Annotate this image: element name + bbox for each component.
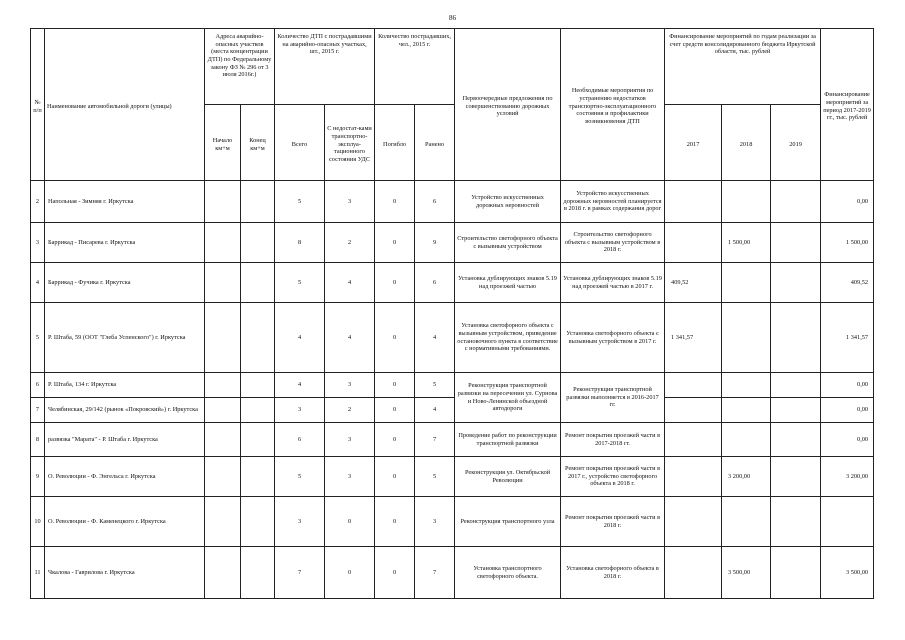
cell-2018 (722, 373, 771, 398)
cell-injured: 4 (415, 303, 455, 373)
cell-2017 (665, 497, 722, 547)
cell-start (205, 423, 241, 457)
cell-road: О. Революции - Ф. Каменецкого г. Иркутска (45, 497, 205, 547)
table-row (31, 547, 874, 599)
cell-priority: Реконструкция транспортного узла (455, 497, 561, 547)
cell-flaws: 2 (325, 223, 375, 263)
cell-injured: 3 (415, 497, 455, 547)
cell-end (241, 223, 275, 263)
road-safety-table (30, 28, 874, 599)
header-victims: Количество пострадавших, чел., 2015 г. (375, 29, 455, 105)
cell-flaws: 3 (325, 373, 375, 398)
cell-road: развязка "Марата" - Р. Штаба г. Иркутска (45, 423, 205, 457)
header-road: Наименование автомобильной дороги (улицы) (45, 29, 205, 181)
table-row (31, 223, 874, 263)
cell-fin-total: 0,00 (821, 373, 874, 398)
cell-killed: 0 (375, 223, 415, 263)
header-address: Адреса аварийно-опасных участков (места концентрации ДТП) по Федеральному закону ФЗ № 296 от 3 июля 2016г.) (205, 29, 275, 105)
cell-2019 (771, 223, 821, 263)
cell-end (241, 497, 275, 547)
cell-2019 (771, 181, 821, 223)
cell-total: 3 (275, 497, 325, 547)
header-num: № п/п (31, 29, 45, 181)
cell-total: 5 (275, 263, 325, 303)
cell-num: 8 (31, 423, 45, 457)
cell-total: 8 (275, 223, 325, 263)
cell-2019 (771, 457, 821, 497)
cell-injured: 6 (415, 181, 455, 223)
cell-injured: 4 (415, 398, 455, 423)
cell-end (241, 423, 275, 457)
header-measures: Необходимые мероприятия по устранению недостатков транспортно-эксплуатационного состояния и профилактики возникновения ДТП (561, 29, 665, 181)
cell-fin-total: 3 500,00 (821, 547, 874, 599)
cell-flaws: 3 (325, 457, 375, 497)
cell-num: 2 (31, 181, 45, 223)
cell-killed: 0 (375, 181, 415, 223)
header-priority: Первоочередные предложения по совершенствованию дорожных условий (455, 29, 561, 181)
cell-measures: Ремонт покрытия проезжей части в 2017-2018 гг. (561, 423, 665, 457)
cell-2017 (665, 373, 722, 398)
table-row (31, 303, 874, 373)
header-2017: 2017 (665, 105, 722, 181)
table-row (31, 497, 874, 547)
cell-start (205, 223, 241, 263)
cell-priority: Проведение работ по реконструкции транспортной развязки (455, 423, 561, 457)
cell-flaws: 3 (325, 423, 375, 457)
cell-measures-merged: Реконструкция транспортной развязки выполняется в 2016-2017 гг. (561, 373, 665, 423)
cell-road: Баррикад - Фучика г. Иркутска (45, 263, 205, 303)
cell-num: 6 (31, 373, 45, 398)
cell-killed: 0 (375, 457, 415, 497)
cell-num: 4 (31, 263, 45, 303)
cell-fin-total: 409,52 (821, 263, 874, 303)
table-row (31, 181, 874, 223)
cell-injured: 6 (415, 263, 455, 303)
cell-injured: 7 (415, 547, 455, 599)
page-number: 86 (449, 14, 456, 22)
cell-road: Р. Штаба, 59 (ООТ "Глеба Успенского") г. Иркутска (45, 303, 205, 373)
cell-2019 (771, 263, 821, 303)
cell-2019 (771, 373, 821, 398)
cell-2017 (665, 181, 722, 223)
cell-injured: 9 (415, 223, 455, 263)
cell-2018 (722, 497, 771, 547)
cell-measures: Установка светофорного объекта в 2018 г. (561, 547, 665, 599)
cell-end (241, 398, 275, 423)
cell-flaws: 4 (325, 263, 375, 303)
cell-2018 (722, 423, 771, 457)
header-dtp-count: Количество ДТП с пострадавшими на аварийно-опасных участках, шт., 2015 г. (275, 29, 375, 105)
header-financing-years: Финансирование мероприятий по годам реализации за счет средств консолидированного бюджета Иркутской области, тыс. рублей (665, 29, 821, 105)
header-end: Конец км+м (241, 105, 275, 181)
table-row (31, 373, 874, 398)
cell-start (205, 497, 241, 547)
cell-end (241, 373, 275, 398)
cell-priority: Установка дублирующих знаков 5.19 над проезжей частью (455, 263, 561, 303)
cell-priority: Строительство светофорного объекта с вызывным устройством (455, 223, 561, 263)
header-financing-total: Финансирование мероприятий за период 2017-2019 гг., тыс. рублей (821, 29, 874, 181)
cell-flaws: 0 (325, 547, 375, 599)
cell-2017 (665, 423, 722, 457)
cell-flaws: 4 (325, 303, 375, 373)
cell-num: 11 (31, 547, 45, 599)
cell-fin-total: 1 500,00 (821, 223, 874, 263)
cell-2017 (665, 457, 722, 497)
cell-start (205, 457, 241, 497)
cell-end (241, 303, 275, 373)
cell-road: Напольная - Зимняя г. Иркутска (45, 181, 205, 223)
cell-2017: 1 341,57 (665, 303, 722, 373)
cell-fin-total: 0,00 (821, 181, 874, 223)
cell-priority: Установка транспортного светофорного объекта. (455, 547, 561, 599)
cell-fin-total: 0,00 (821, 423, 874, 457)
cell-killed: 0 (375, 423, 415, 457)
cell-start (205, 547, 241, 599)
cell-start (205, 263, 241, 303)
cell-total: 6 (275, 423, 325, 457)
cell-measures: Строительство светофорного объекта с вызывным устройством в 2018 г. (561, 223, 665, 263)
cell-start (205, 181, 241, 223)
cell-num: 5 (31, 303, 45, 373)
cell-measures: Ремонт покрытия проезжей части в 2018 г. (561, 497, 665, 547)
cell-fin-total (821, 497, 874, 547)
cell-fin-total: 0,00 (821, 398, 874, 423)
cell-road: Чкалова - Гаврилова г. Иркутска (45, 547, 205, 599)
cell-flaws: 2 (325, 398, 375, 423)
cell-2018 (722, 263, 771, 303)
cell-start (205, 373, 241, 398)
cell-killed: 0 (375, 373, 415, 398)
header-start: Начало км+м (205, 105, 241, 181)
cell-2018: 3 200,00 (722, 457, 771, 497)
cell-measures: Устройство искусственных дорожных неровностей планируется в 2018 г. в рамках содержания дорог (561, 181, 665, 223)
cell-injured: 5 (415, 373, 455, 398)
cell-num: 9 (31, 457, 45, 497)
cell-num: 7 (31, 398, 45, 423)
cell-end (241, 547, 275, 599)
cell-road: Челябинская, 29/142 (рынок «Покровский») г. Иркутска (45, 398, 205, 423)
header-killed: Погибло (375, 105, 415, 181)
cell-num: 10 (31, 497, 45, 547)
cell-road: Р. Штаба, 134 г. Иркутска (45, 373, 205, 398)
cell-2019 (771, 547, 821, 599)
cell-2019 (771, 497, 821, 547)
cell-flaws: 3 (325, 181, 375, 223)
cell-total: 5 (275, 181, 325, 223)
cell-killed: 0 (375, 497, 415, 547)
cell-killed: 0 (375, 547, 415, 599)
cell-priority: Установка светофорного объекта с вызывным устройством, приведение остановочного пункта в соответствие с нормативными требованиями. (455, 303, 561, 373)
cell-killed: 0 (375, 303, 415, 373)
cell-total: 4 (275, 303, 325, 373)
cell-priority-merged: Реконструкция транспортной развязки на пересечении ул. Сурнова и Ново-Ленинской объездной автодороги (455, 373, 561, 423)
cell-road: Баррикад - Писарева г. Иркутска (45, 223, 205, 263)
cell-road: О. Революции - Ф. Энгельса г. Иркутска (45, 457, 205, 497)
cell-2017: 409,52 (665, 263, 722, 303)
table-row (31, 263, 874, 303)
table-row (31, 423, 874, 457)
cell-measures: Установка дублирующих знаков 5.19 над проезжей частью в 2017 г. (561, 263, 665, 303)
cell-end (241, 263, 275, 303)
cell-2017 (665, 398, 722, 423)
header-2019: 2019 (771, 105, 821, 181)
cell-total: 5 (275, 457, 325, 497)
cell-start (205, 303, 241, 373)
cell-killed: 0 (375, 398, 415, 423)
cell-injured: 7 (415, 423, 455, 457)
cell-measures: Установка светофорного объекта с вызывным устройством в 2017 г. (561, 303, 665, 373)
cell-2017 (665, 223, 722, 263)
cell-total: 3 (275, 398, 325, 423)
cell-2018: 1 500,00 (722, 223, 771, 263)
cell-2019 (771, 303, 821, 373)
table-row (31, 457, 874, 497)
header-2018: 2018 (722, 105, 771, 181)
cell-2018 (722, 303, 771, 373)
cell-end (241, 181, 275, 223)
cell-2018: 3 500,00 (722, 547, 771, 599)
cell-end (241, 457, 275, 497)
cell-flaws: 0 (325, 497, 375, 547)
cell-killed: 0 (375, 263, 415, 303)
cell-fin-total: 3 200,00 (821, 457, 874, 497)
cell-priority: Устройство искусственных дорожных неровностей (455, 181, 561, 223)
cell-total: 4 (275, 373, 325, 398)
cell-start (205, 398, 241, 423)
cell-2019 (771, 423, 821, 457)
header-with-flaws: С недостат-ками транспортно-эксплуа-тационного состояния УДС (325, 105, 375, 181)
cell-measures: Ремонт покрытия проезжей части в 2017 г., устройство светофорного объекта в 2018 г. (561, 457, 665, 497)
table-row (31, 398, 874, 423)
cell-2017 (665, 547, 722, 599)
header-injured: Ранено (415, 105, 455, 181)
cell-priority: Реконструкция ул. Октябрьской Революции (455, 457, 561, 497)
cell-2019 (771, 398, 821, 423)
cell-2018 (722, 181, 771, 223)
header-total: Всего (275, 105, 325, 181)
cell-2018 (722, 398, 771, 423)
cell-total: 7 (275, 547, 325, 599)
cell-num: 3 (31, 223, 45, 263)
cell-fin-total: 1 341,57 (821, 303, 874, 373)
cell-injured: 5 (415, 457, 455, 497)
